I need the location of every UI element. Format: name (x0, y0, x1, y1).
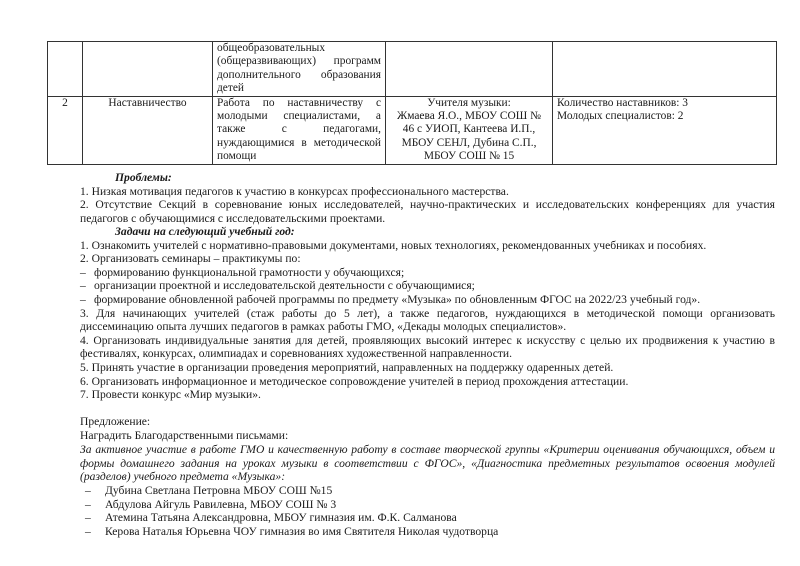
participants-line: МБОУ СЕНЛ, Дубина С.П., (401, 136, 537, 149)
task-item: 4. Организовать индивидуальные занятия для детей, проявляющих высокий интерес к искусству с целью их продвижения к участию в (80, 333, 775, 347)
dash-bullet-icon: – (85, 497, 91, 511)
task-item: 5. Принять участие в организации проведения мероприятий, направленных на поддержку одаренных детей. (80, 360, 614, 374)
description-line: также с педагогами, (217, 123, 381, 136)
description-line: общеобразовательных (217, 42, 326, 54)
description-line: Работа по наставничеству с (217, 96, 381, 109)
dash-bullet-icon: – (85, 511, 91, 525)
row-number-cell (48, 42, 83, 97)
recipient-item (80, 498, 775, 512)
proposal-section (80, 415, 775, 538)
description-line: молодыми специалистами, а (217, 110, 381, 123)
dash-bullet-icon: – (80, 292, 86, 306)
dash-bullet-icon: – (80, 265, 86, 279)
recipient-item (80, 484, 775, 498)
seminar-topic-text: организации проектной и исследовательской деятельности с обучающимися; (94, 279, 475, 293)
recipient-item (80, 511, 775, 525)
award-reason-line: формы домашнего задания на уроках музыки в соответствии с ФГОС», «Диагностика предметных результатов освоения модулей (80, 456, 775, 470)
participants-line: МБОУ СОШ № 15 (423, 150, 515, 163)
tasks-section (80, 225, 775, 402)
description-line: детей (217, 82, 244, 95)
award-line: Наградить Благодарственными письмами: (80, 428, 289, 442)
award-reason-line: За активное участие в работе ГМО и качественную работу в составе творческой группы «Критерии оценивания обучающихся, объем и (80, 443, 775, 457)
dash-bullet-icon: – (80, 279, 86, 293)
participants-line: 46 с УИОП, Кантеева И.П., (402, 123, 536, 136)
seminar-topic (80, 266, 775, 280)
problem-item-continued: педагогов с обучающимися с исследовательскими проектами. (80, 211, 386, 225)
task-item: 2. Организовать семинары – практикумы по: (80, 252, 301, 266)
proposal-heading: Предложение: (80, 415, 151, 428)
seminar-topic (80, 279, 775, 293)
recipient-name: Керова Наталья Юрьевна ЧОУ гимназия во имя Святителя Николая чудотворца (105, 524, 499, 538)
result-cell (553, 42, 777, 97)
tasks-heading: Задачи на следующий учебный год: (115, 225, 295, 238)
recipient-item (80, 525, 775, 539)
description-line: дополнительного образования (217, 68, 381, 81)
task-item: 6. Организовать информационное и методическое сопровождение учителей в период прохождения аттестации. (80, 374, 629, 388)
seminar-topic (80, 293, 775, 307)
description-line: помощи (217, 150, 257, 163)
description-line: (общеразвивающих) программ (217, 55, 381, 68)
activity-name-cell (83, 42, 213, 97)
description-line: нуждающимися в методической (217, 136, 381, 149)
problems-heading: Проблемы: (115, 171, 172, 184)
task-item: 1. Ознакомить учителей с нормативно-правовыми документами, новых технологиях, рекомендованных учебниках и пособиях. (80, 238, 707, 252)
task-item-continued: фестивалях, конкурсах, олимпиадах и соревнованиях художественной направленности. (80, 347, 513, 361)
table-row (48, 42, 777, 97)
task-item: 3. Для начинающих учителей (стаж работы до 5 лет), а также педагогов, нуждающихся в методической помощи организовать (80, 306, 775, 320)
problem-item: 1. Низкая мотивация педагогов к участию в конкурсах профессионального мастерства. (80, 184, 509, 198)
seminar-topic-text: формирование обновленной рабочей программы по предмету «Музыка» по обновленным ФГОС на 2022/23 учебный год». (94, 292, 701, 306)
problem-item: 2. Отсутствие Секций в соревнование юных исследователей, научно-практических и исследовательских конференциях для участия (80, 198, 775, 212)
participants-line: Учителя музыки: (427, 96, 511, 109)
activity-name-cell: Наставничество (83, 96, 213, 164)
result-cell (553, 96, 777, 164)
recipient-name: Дубина Светлана Петровна МБОУ СОШ №15 (105, 483, 333, 497)
seminar-topic-text: формированию функциональной грамотности у обучающихся; (94, 265, 405, 279)
problems-section (80, 171, 775, 225)
task-item: 7. Провести конкурс «Мир музыки». (80, 388, 261, 402)
row-number-cell: 2 (48, 96, 83, 164)
recipient-name: Абдулова Айгуль Равилевна, МБОУ СОШ № 3 (105, 497, 337, 511)
participants-cell (386, 96, 553, 164)
activity-description-cell (213, 96, 386, 164)
participants-line: Жмаева Я.О., МБОУ СОШ № (397, 110, 541, 123)
result-line: Количество наставников: 3 (557, 96, 688, 109)
participants-cell (386, 42, 553, 97)
award-reason-line: (разделов) учебного предмета «Музыка»: (80, 470, 286, 484)
dash-bullet-icon: – (85, 524, 91, 538)
table-row (48, 96, 777, 164)
activity-description-cell (213, 42, 386, 97)
result-line: Молодых специалистов: 2 (557, 110, 684, 123)
activity-table (47, 41, 777, 165)
task-item-continued: диссеминацию опыта лучших педагогов в рамках работы ГМО, «Декады молодых специалистов». (80, 320, 567, 334)
recipient-name: Атемина Татьяна Александровна, МБОУ гимназия им. Ф.К. Салманова (105, 511, 457, 525)
dash-bullet-icon: – (85, 483, 91, 497)
